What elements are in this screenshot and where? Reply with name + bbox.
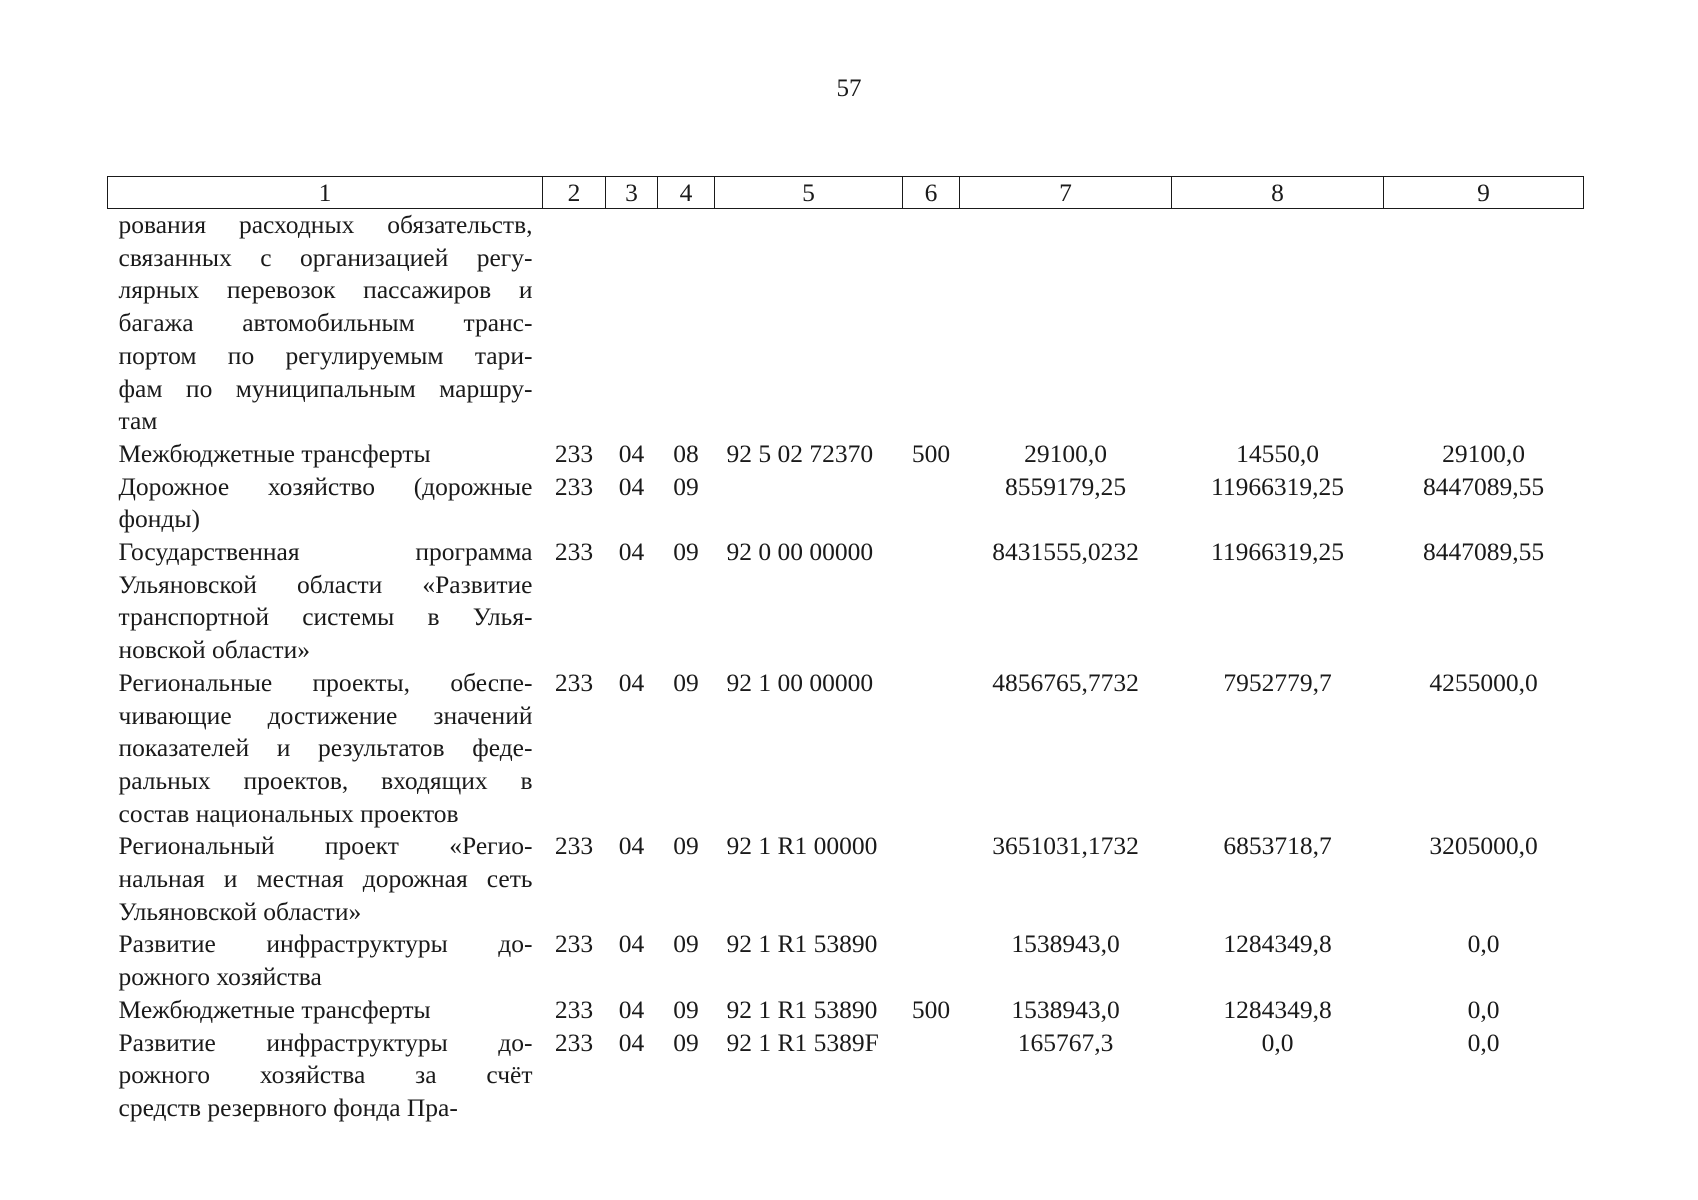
row-amount-col8: 6853718,7	[1223, 831, 1332, 861]
table-body	[108, 209, 1584, 1125]
row-amount-col9: 29100,0	[1442, 438, 1525, 468]
row-amount-col8: 7952779,7	[1223, 667, 1332, 697]
row-name-line: рования расходных обязательств,	[118, 210, 533, 239]
table-row	[108, 928, 1584, 993]
row-name-line: рожного хозяйства за счёт	[118, 1060, 533, 1090]
page-number: 57	[836, 75, 862, 102]
row-admin-code: 233	[554, 994, 594, 1024]
row-name-line: связанных с организацией регу-	[118, 242, 533, 272]
row-name	[108, 830, 543, 928]
row-name	[108, 994, 543, 1027]
row-amount-col7: 29100,0	[1024, 438, 1107, 468]
row-name-line: средств резервного фонда Пра-	[118, 1092, 458, 1122]
table-header	[108, 177, 1584, 209]
row-target-article: 92 1 R1 5389F	[726, 1027, 879, 1057]
row-amount-col9: 0,0	[1467, 994, 1500, 1024]
header-cell-3: 3	[606, 177, 658, 209]
row-amount-col7: 1538943,0	[1011, 929, 1120, 959]
row-subsection-code: 09	[673, 537, 699, 567]
row-amount-col8: 1284349,8	[1223, 929, 1332, 959]
row-name-line: Государственная программа	[118, 537, 533, 567]
row-target-article	[715, 471, 903, 536]
header-cell-4: 4	[658, 177, 715, 209]
row-amount-col9: 3205000,0	[1429, 831, 1538, 861]
row-admin-code: 233	[554, 1027, 594, 1057]
row-section-code	[606, 209, 658, 438]
header-cell-9: 9	[1384, 177, 1584, 209]
row-subsection-code: 09	[673, 929, 699, 959]
row-subsection-code: 09	[673, 471, 699, 501]
row-target-article: 92 1 R1 53890	[726, 929, 878, 959]
row-amount-col8: 0,0	[1261, 1027, 1294, 1057]
row-name-line: новской области»	[118, 635, 310, 665]
row-amount-col9: 0,0	[1467, 1027, 1500, 1057]
row-name-line: Развитие инфраструктуры до-	[118, 1027, 533, 1057]
row-name-line: Региональные проекты, обеспе-	[118, 667, 533, 697]
row-expense-type	[903, 1027, 960, 1125]
row-amount-col7: 1538943,0	[1011, 994, 1120, 1024]
header-cell-8: 8	[1172, 177, 1384, 209]
row-admin-code	[543, 209, 606, 438]
row-name	[108, 667, 543, 831]
row-amount-col7: 4856765,7732	[992, 667, 1139, 697]
row-name	[108, 471, 543, 536]
row-name-line: фам по муниципальным маршру-	[118, 373, 533, 403]
row-subsection-code	[658, 209, 715, 438]
row-name-line: Межбюджетные трансферты	[118, 994, 431, 1024]
row-admin-code: 233	[554, 831, 594, 861]
row-name-line: Ульяновской области»	[118, 896, 362, 926]
row-name	[108, 1027, 543, 1125]
row-amount-col9: 8447089,55	[1422, 471, 1545, 501]
row-expense-type	[903, 928, 960, 993]
table-row	[108, 994, 1584, 1027]
row-name-line: ральных проектов, входящих в	[118, 765, 533, 795]
row-name-line: Дорожное хозяйство (дорожные	[118, 471, 533, 501]
header-cell-7: 7	[960, 177, 1172, 209]
row-expense-type	[903, 830, 960, 928]
row-amount-col7: 165767,3	[1017, 1027, 1114, 1057]
row-target-article: 92 1 R1 53890	[726, 994, 878, 1024]
table-row	[108, 209, 1584, 438]
row-amount-col9: 0,0	[1467, 929, 1500, 959]
row-section-code: 04	[618, 994, 645, 1024]
budget-table	[107, 176, 1584, 1125]
header-cell-2: 2	[543, 177, 606, 209]
row-amount-col9: 8447089,55	[1422, 537, 1545, 567]
header-cell-6: 6	[903, 177, 960, 209]
row-amount-col9: 4255000,0	[1429, 667, 1538, 697]
row-target-article: 92 5 02 72370	[726, 438, 874, 468]
row-target-article: 92 1 R1 00000	[726, 831, 878, 861]
row-expense-type	[903, 667, 960, 831]
row-admin-code: 233	[554, 471, 594, 501]
row-amount-col8: 11966319,25	[1211, 471, 1344, 501]
header-cell-5: 5	[715, 177, 903, 209]
row-subsection-code: 09	[673, 667, 699, 697]
row-name-line: Ульяновской области «Развитие	[118, 569, 533, 599]
row-section-code: 04	[618, 831, 645, 861]
row-section-code: 04	[618, 667, 645, 697]
row-name-line: чивающие достижение значений	[118, 700, 533, 730]
row-name	[108, 928, 543, 993]
table-row	[108, 438, 1584, 471]
row-name-line: транспортной системы в Улья-	[118, 602, 533, 632]
row-target-article: 92 0 00 00000	[726, 537, 874, 567]
row-name	[108, 536, 543, 667]
row-amount-col8: 1284349,8	[1223, 994, 1332, 1024]
row-name-line: Межбюджетные трансферты	[118, 438, 431, 468]
row-name-line: фонды)	[118, 504, 201, 534]
row-name-line: там	[118, 406, 158, 436]
row-name-line: состав национальных проектов	[118, 798, 459, 828]
table-row	[108, 1027, 1584, 1125]
row-name	[108, 209, 543, 438]
row-name	[108, 438, 543, 471]
row-amount-col8: 14550,0	[1236, 438, 1319, 468]
row-admin-code: 233	[554, 929, 594, 959]
row-section-code: 04	[618, 438, 645, 468]
row-subsection-code: 09	[673, 1027, 699, 1057]
row-target-article	[715, 209, 903, 438]
row-subsection-code: 09	[673, 994, 699, 1024]
row-section-code: 04	[618, 1027, 645, 1057]
row-name-line: портом по регулируемым тари-	[118, 340, 533, 370]
row-amount-col7: 8431555,0232	[992, 537, 1139, 567]
row-target-article: 92 1 00 00000	[726, 667, 874, 697]
row-subsection-code: 08	[673, 438, 699, 468]
row-amount-col7	[960, 209, 1172, 438]
table-row	[108, 471, 1584, 536]
row-subsection-code: 09	[673, 831, 699, 861]
row-expense-type	[903, 536, 960, 667]
table-row	[108, 536, 1584, 667]
row-expense-type: 500	[911, 438, 951, 468]
row-expense-type	[903, 209, 960, 438]
row-amount-col7: 3651031,1732	[992, 831, 1139, 861]
row-section-code: 04	[618, 929, 645, 959]
table-row	[108, 667, 1584, 831]
row-amount-col8: 11966319,25	[1211, 537, 1344, 567]
row-name-line: нальная и местная дорожная сеть	[118, 864, 533, 894]
row-admin-code: 233	[554, 667, 594, 697]
row-name-line: багажа автомобильным транс-	[118, 308, 533, 338]
row-admin-code: 233	[554, 438, 594, 468]
row-name-line: Региональный проект «Регио-	[118, 831, 533, 861]
header-cell-1: 1	[108, 177, 543, 209]
table-row	[108, 830, 1584, 928]
row-amount-col8	[1172, 209, 1384, 438]
header-row	[108, 177, 1584, 209]
row-section-code: 04	[618, 471, 645, 501]
row-admin-code: 233	[554, 537, 594, 567]
row-section-code: 04	[618, 537, 645, 567]
row-name-line: Развитие инфраструктуры до-	[118, 929, 533, 959]
row-amount-col7: 8559179,25	[1004, 471, 1127, 501]
row-expense-type: 500	[911, 994, 951, 1024]
row-amount-col9	[1384, 209, 1584, 438]
row-name-line: показателей и результатов феде-	[118, 733, 533, 763]
row-name-line: лярных перевозок пассажиров и	[118, 275, 533, 305]
row-expense-type	[903, 471, 960, 536]
row-name-line: рожного хозяйства	[118, 962, 322, 992]
